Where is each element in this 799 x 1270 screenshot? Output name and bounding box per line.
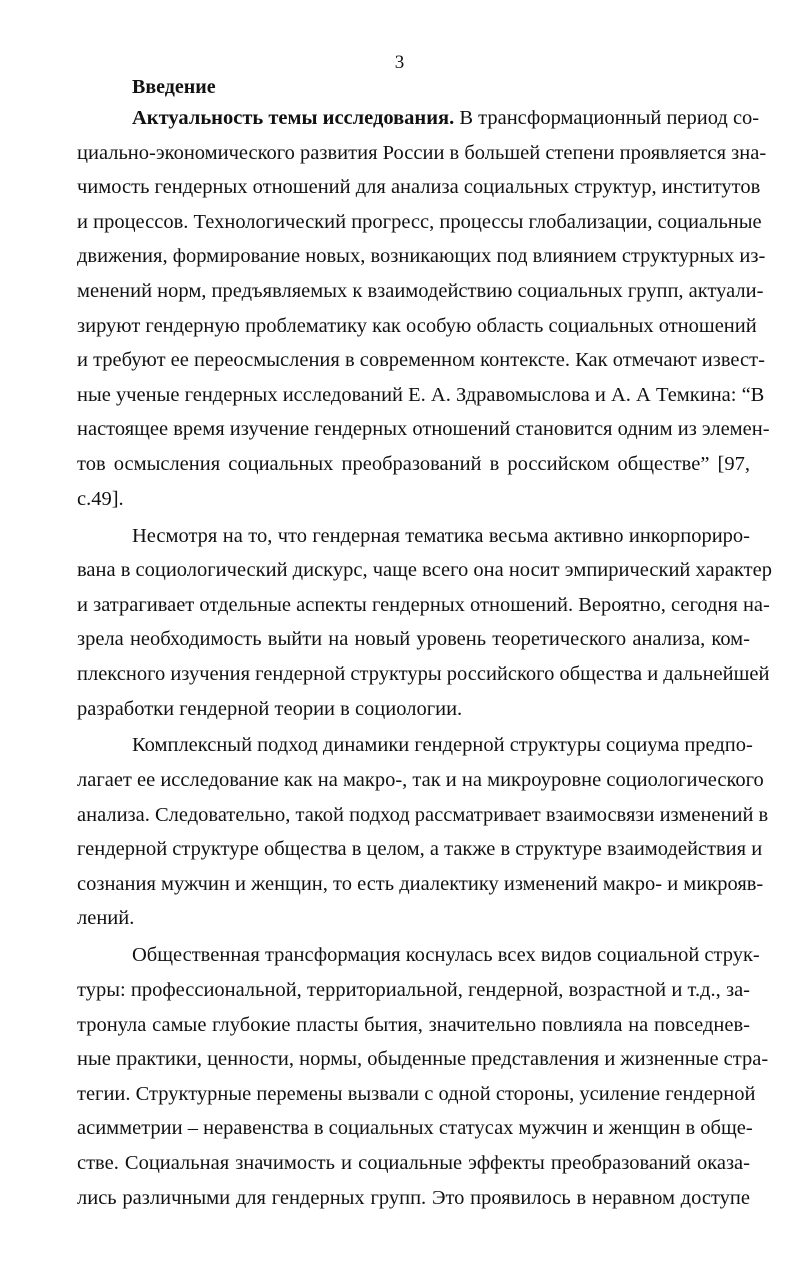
text-line: зрела необходимость выйти на новый уровень теоретического анализа, ком-	[77, 628, 750, 651]
text-line: зируют гендерную проблематику как особую область социальных отношений	[77, 314, 757, 337]
text-line: разработки гендерной теории в социологии.	[77, 697, 463, 720]
section-heading: Введение	[132, 76, 216, 98]
text-line: анализа. Следовательно, такой подход рассматривает взаимосвязи изменений в	[77, 803, 769, 826]
text-line: и требуют ее переосмысления в современном контексте. Как отмечают извест-	[77, 349, 765, 372]
text-line: ные практики, ценности, нормы, обыденные представления и жизненные стра-	[77, 1048, 769, 1071]
text-line: асимметрии – неравенства в социальных статусах мужчин и женщин в обще-	[77, 1117, 753, 1140]
text-line: настоящее время изучение гендерных отношений становится одним из элемен-	[77, 418, 770, 441]
text-line: тронула самые глубокие пласты бытия, значительно повлияла на повседнев-	[77, 1013, 750, 1036]
text-line: лений.	[77, 907, 135, 930]
text-line: гендерной структуре общества в целом, а также в структуре взаимодействия и	[77, 838, 763, 861]
text-line: с.49].	[77, 487, 124, 510]
text-line: циально-экономического развития России в большей степени проявляется зна-	[77, 141, 767, 164]
text-line: и процессов. Технологический прогресс, процессы глобализации, социальные	[77, 210, 762, 233]
text-line: стве. Социальная значимость и социальные эффекты преобразований оказа-	[77, 1151, 750, 1174]
text-line: тов осмысления социальных преобразований в российском обществе” [97,	[77, 453, 750, 475]
text-line: Несмотря на то, что гендерная тематика весьма активно инкорпориро-	[132, 524, 750, 547]
text-line: вана в социологический дискурс, чаще всего она носит эмпирический характер	[77, 559, 772, 582]
bold-lead: Актуальность темы исследования.	[132, 107, 455, 129]
text-line: лагает ее исследование как на макро-, так и на микроуровне социологического	[77, 769, 764, 791]
text-line: плексного изучения гендерной структуры российского общества и дальнейшей	[77, 662, 770, 685]
text-line: менений норм, предъявляемых к взаимодействию социальных групп, актуали-	[77, 280, 764, 302]
text-line: сознания мужчин и женщин, то есть диалектику изменений макро- и микрояв-	[77, 872, 764, 895]
text-line	[132, 104, 760, 132]
line-text: В трансформационный период со-	[454, 107, 760, 129]
text-line: Общественная трансформация коснулась всех видов социальной струк-	[132, 944, 760, 967]
text-line: туры: профессиональной, территориальной, гендерной, возрастной и т.д., за-	[77, 978, 750, 1001]
page-number: 3	[394, 52, 405, 73]
text-line: чимость гендерных отношений для анализа социальных структур, институтов	[77, 176, 761, 199]
text-line: лись различными для гендерных групп. Это проявилось в неравном доступе	[77, 1186, 750, 1209]
text-line: ные ученые гендерных исследований Е. А. Здравомыслова и А. А Темкина: “В	[77, 383, 765, 406]
text-line: Комплексный подход динамики гендерной структуры социума предпо-	[132, 734, 753, 757]
text-line: и затрагивает отдельные аспекты гендерных отношений. Вероятно, сегодня на-	[77, 593, 770, 616]
text-line: тегии. Структурные перемены вызвали с одной стороны, усиление гендерной	[77, 1082, 756, 1105]
text-line: движения, формирование новых, возникающих под влиянием структурных из-	[77, 245, 766, 268]
